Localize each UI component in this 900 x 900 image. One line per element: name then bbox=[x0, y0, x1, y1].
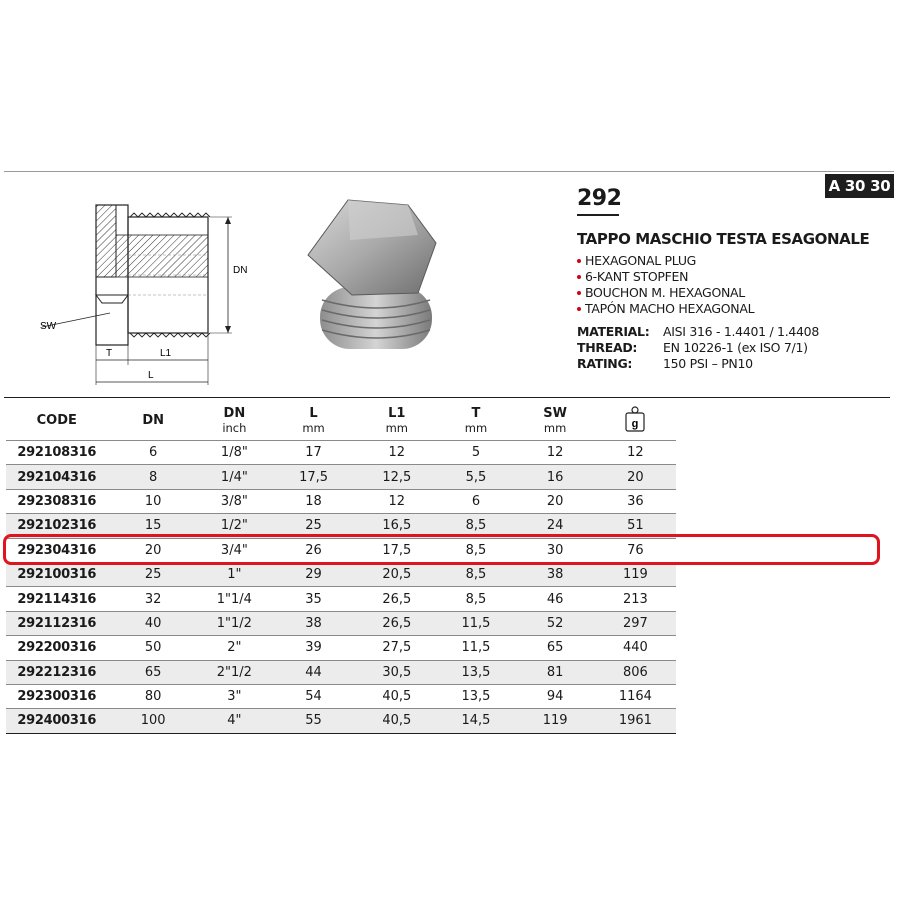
spec-value: 150 PSI – PN10 bbox=[663, 356, 753, 371]
table-row bbox=[6, 441, 676, 465]
cell-t: 8,5 bbox=[436, 587, 515, 611]
cell-weight: 119 bbox=[595, 562, 676, 586]
cell-l: 26 bbox=[270, 538, 357, 562]
cell-l1: 26,5 bbox=[357, 587, 436, 611]
cell-l: 55 bbox=[270, 709, 357, 733]
table-row bbox=[6, 660, 676, 684]
header-sw: SW mm bbox=[543, 406, 567, 435]
cell-t: 5 bbox=[436, 441, 515, 465]
cell-weight: 36 bbox=[595, 489, 676, 513]
cell-sw: 81 bbox=[516, 660, 595, 684]
cell-weight: 213 bbox=[595, 587, 676, 611]
header-dn: DN bbox=[142, 413, 165, 428]
cell-l1: 30,5 bbox=[357, 660, 436, 684]
cell-dn: 100 bbox=[108, 709, 199, 733]
cell-dn-inch: 3/4" bbox=[199, 538, 270, 562]
cell-dn: 8 bbox=[108, 465, 199, 489]
weight-icon bbox=[624, 405, 646, 433]
cell-sw: 24 bbox=[516, 514, 595, 538]
cell-l1: 20,5 bbox=[357, 562, 436, 586]
cell-l: 35 bbox=[270, 587, 357, 611]
cell-code: 292104316 bbox=[6, 465, 108, 489]
product-number: 292 bbox=[577, 186, 622, 211]
table-row bbox=[6, 684, 676, 708]
table-row bbox=[6, 562, 676, 586]
cell-code: 292100316 bbox=[6, 562, 108, 586]
cell-t: 5,5 bbox=[436, 465, 515, 489]
header-l1: L1 mm bbox=[385, 406, 408, 435]
cell-l: 18 bbox=[270, 489, 357, 513]
cell-l: 17 bbox=[270, 441, 357, 465]
cell-dn: 10 bbox=[108, 489, 199, 513]
product-name-es: TAPÓN MACHO HEXAGONAL bbox=[577, 301, 895, 317]
cell-weight: 20 bbox=[595, 465, 676, 489]
header-t: T mm bbox=[464, 406, 488, 435]
cell-t: 8,5 bbox=[436, 562, 515, 586]
cell-l: 38 bbox=[270, 611, 357, 635]
cell-l: 39 bbox=[270, 636, 357, 660]
cell-dn: 20 bbox=[108, 538, 199, 562]
cell-dn-inch: 3/8" bbox=[199, 489, 270, 513]
cell-weight: 76 bbox=[595, 538, 676, 562]
cell-dn-inch: 3" bbox=[199, 684, 270, 708]
cell-code: 292212316 bbox=[6, 660, 108, 684]
cell-weight: 51 bbox=[595, 514, 676, 538]
hexagonal-plug-photo bbox=[290, 195, 450, 365]
cell-t: 6 bbox=[436, 489, 515, 513]
cell-t: 13,5 bbox=[436, 684, 515, 708]
product-name-en: HEXAGONAL PLUG bbox=[577, 253, 895, 269]
cell-code: 292200316 bbox=[6, 636, 108, 660]
cell-dn: 50 bbox=[108, 636, 199, 660]
header-l: L mm bbox=[302, 406, 325, 435]
cell-l1: 27,5 bbox=[357, 636, 436, 660]
table-row bbox=[6, 709, 676, 733]
section-divider bbox=[4, 397, 890, 398]
product-name-de: 6-KANT STOPFEN bbox=[577, 269, 895, 285]
product-number-underline bbox=[577, 214, 619, 216]
cell-weight: 297 bbox=[595, 611, 676, 635]
cell-code: 292300316 bbox=[6, 684, 108, 708]
dim-label-t: T bbox=[106, 348, 113, 359]
dim-label-dn: DN bbox=[233, 265, 248, 276]
cell-t: 8,5 bbox=[436, 538, 515, 562]
cell-code: 292112316 bbox=[6, 611, 108, 635]
cell-weight: 1961 bbox=[595, 709, 676, 733]
cell-code: 292308316 bbox=[6, 489, 108, 513]
cell-sw: 20 bbox=[516, 489, 595, 513]
cell-dn: 6 bbox=[108, 441, 199, 465]
cell-dn-inch: 1" bbox=[199, 562, 270, 586]
cell-t: 14,5 bbox=[436, 709, 515, 733]
cell-code: 292108316 bbox=[6, 441, 108, 465]
weight-unit: g bbox=[631, 418, 639, 430]
cell-dn: 25 bbox=[108, 562, 199, 586]
product-name-fr: BOUCHON M. HEXAGONAL bbox=[577, 285, 895, 301]
spec-rating bbox=[577, 356, 895, 372]
cell-sw: 38 bbox=[516, 562, 595, 586]
cell-l: 29 bbox=[270, 562, 357, 586]
cell-l1: 40,5 bbox=[357, 709, 436, 733]
dim-label-sw: SW bbox=[40, 321, 57, 332]
cell-t: 11,5 bbox=[436, 636, 515, 660]
product-specs bbox=[577, 324, 895, 372]
cell-dn-inch: 1"1/4 bbox=[199, 587, 270, 611]
cell-sw: 30 bbox=[516, 538, 595, 562]
cell-dn-inch: 1/4" bbox=[199, 465, 270, 489]
product-translations bbox=[577, 253, 895, 317]
cell-t: 8,5 bbox=[436, 514, 515, 538]
cell-t: 13,5 bbox=[436, 660, 515, 684]
cell-dn-inch: 1"1/2 bbox=[199, 611, 270, 635]
table-row bbox=[6, 636, 676, 660]
technical-drawing bbox=[30, 195, 265, 390]
spec-key: THREAD: bbox=[577, 340, 638, 355]
header-weight bbox=[595, 402, 676, 441]
dim-label-l: L bbox=[148, 370, 154, 381]
cell-sw: 46 bbox=[516, 587, 595, 611]
cell-l: 44 bbox=[270, 660, 357, 684]
cell-t: 11,5 bbox=[436, 611, 515, 635]
top-divider bbox=[4, 171, 894, 172]
spec-value: AISI 316 - 1.4401 / 1.4408 bbox=[663, 324, 819, 339]
table-row bbox=[6, 587, 676, 611]
cell-dn: 15 bbox=[108, 514, 199, 538]
cell-code: 292304316 bbox=[6, 538, 108, 562]
product-title: TAPPO MASCHIO TESTA ESAGONALE bbox=[577, 230, 870, 248]
cell-l1: 12,5 bbox=[357, 465, 436, 489]
cell-weight: 440 bbox=[595, 636, 676, 660]
cell-l: 17,5 bbox=[270, 465, 357, 489]
cell-weight: 12 bbox=[595, 441, 676, 465]
cell-l1: 17,5 bbox=[357, 538, 436, 562]
highlighted-row-outline bbox=[3, 534, 880, 565]
cell-code: 292102316 bbox=[6, 514, 108, 538]
cell-code: 292400316 bbox=[6, 709, 108, 733]
table-row bbox=[6, 489, 676, 513]
cell-dn: 65 bbox=[108, 660, 199, 684]
cell-sw: 119 bbox=[516, 709, 595, 733]
cell-l1: 26,5 bbox=[357, 611, 436, 635]
cell-weight: 1164 bbox=[595, 684, 676, 708]
cell-dn-inch: 4" bbox=[199, 709, 270, 733]
cell-dn: 80 bbox=[108, 684, 199, 708]
table-body bbox=[6, 441, 676, 734]
header-code: CODE bbox=[36, 413, 77, 428]
cell-code: 292114316 bbox=[6, 587, 108, 611]
spec-value: EN 10226-1 (ex ISO 7/1) bbox=[663, 340, 808, 355]
cell-dn-inch: 2" bbox=[199, 636, 270, 660]
dim-label-l1: L1 bbox=[160, 348, 172, 359]
cell-l1: 40,5 bbox=[357, 684, 436, 708]
cell-l1: 12 bbox=[357, 441, 436, 465]
cell-l: 25 bbox=[270, 514, 357, 538]
cell-l: 54 bbox=[270, 684, 357, 708]
spec-key: MATERIAL: bbox=[577, 324, 650, 339]
cell-dn: 40 bbox=[108, 611, 199, 635]
table-row bbox=[6, 465, 676, 489]
cell-l1: 12 bbox=[357, 489, 436, 513]
cell-sw: 52 bbox=[516, 611, 595, 635]
cell-sw: 94 bbox=[516, 684, 595, 708]
spec-thread bbox=[577, 340, 895, 356]
cell-dn-inch: 1/8" bbox=[199, 441, 270, 465]
cell-weight: 806 bbox=[595, 660, 676, 684]
table-header-row bbox=[6, 402, 676, 441]
product-info bbox=[577, 186, 895, 372]
cell-dn-inch: 2"1/2 bbox=[199, 660, 270, 684]
cell-sw: 12 bbox=[516, 441, 595, 465]
catalog-badge: A 30 30 bbox=[825, 174, 894, 198]
spec-key: RATING: bbox=[577, 356, 633, 371]
cell-dn-inch: 1/2" bbox=[199, 514, 270, 538]
header-dn-inch: DN inch bbox=[222, 406, 247, 435]
table-row bbox=[6, 611, 676, 635]
cell-l1: 16,5 bbox=[357, 514, 436, 538]
cell-sw: 16 bbox=[516, 465, 595, 489]
dimensions-table bbox=[6, 402, 676, 734]
cell-sw: 65 bbox=[516, 636, 595, 660]
cell-dn: 32 bbox=[108, 587, 199, 611]
spec-material bbox=[577, 324, 895, 340]
